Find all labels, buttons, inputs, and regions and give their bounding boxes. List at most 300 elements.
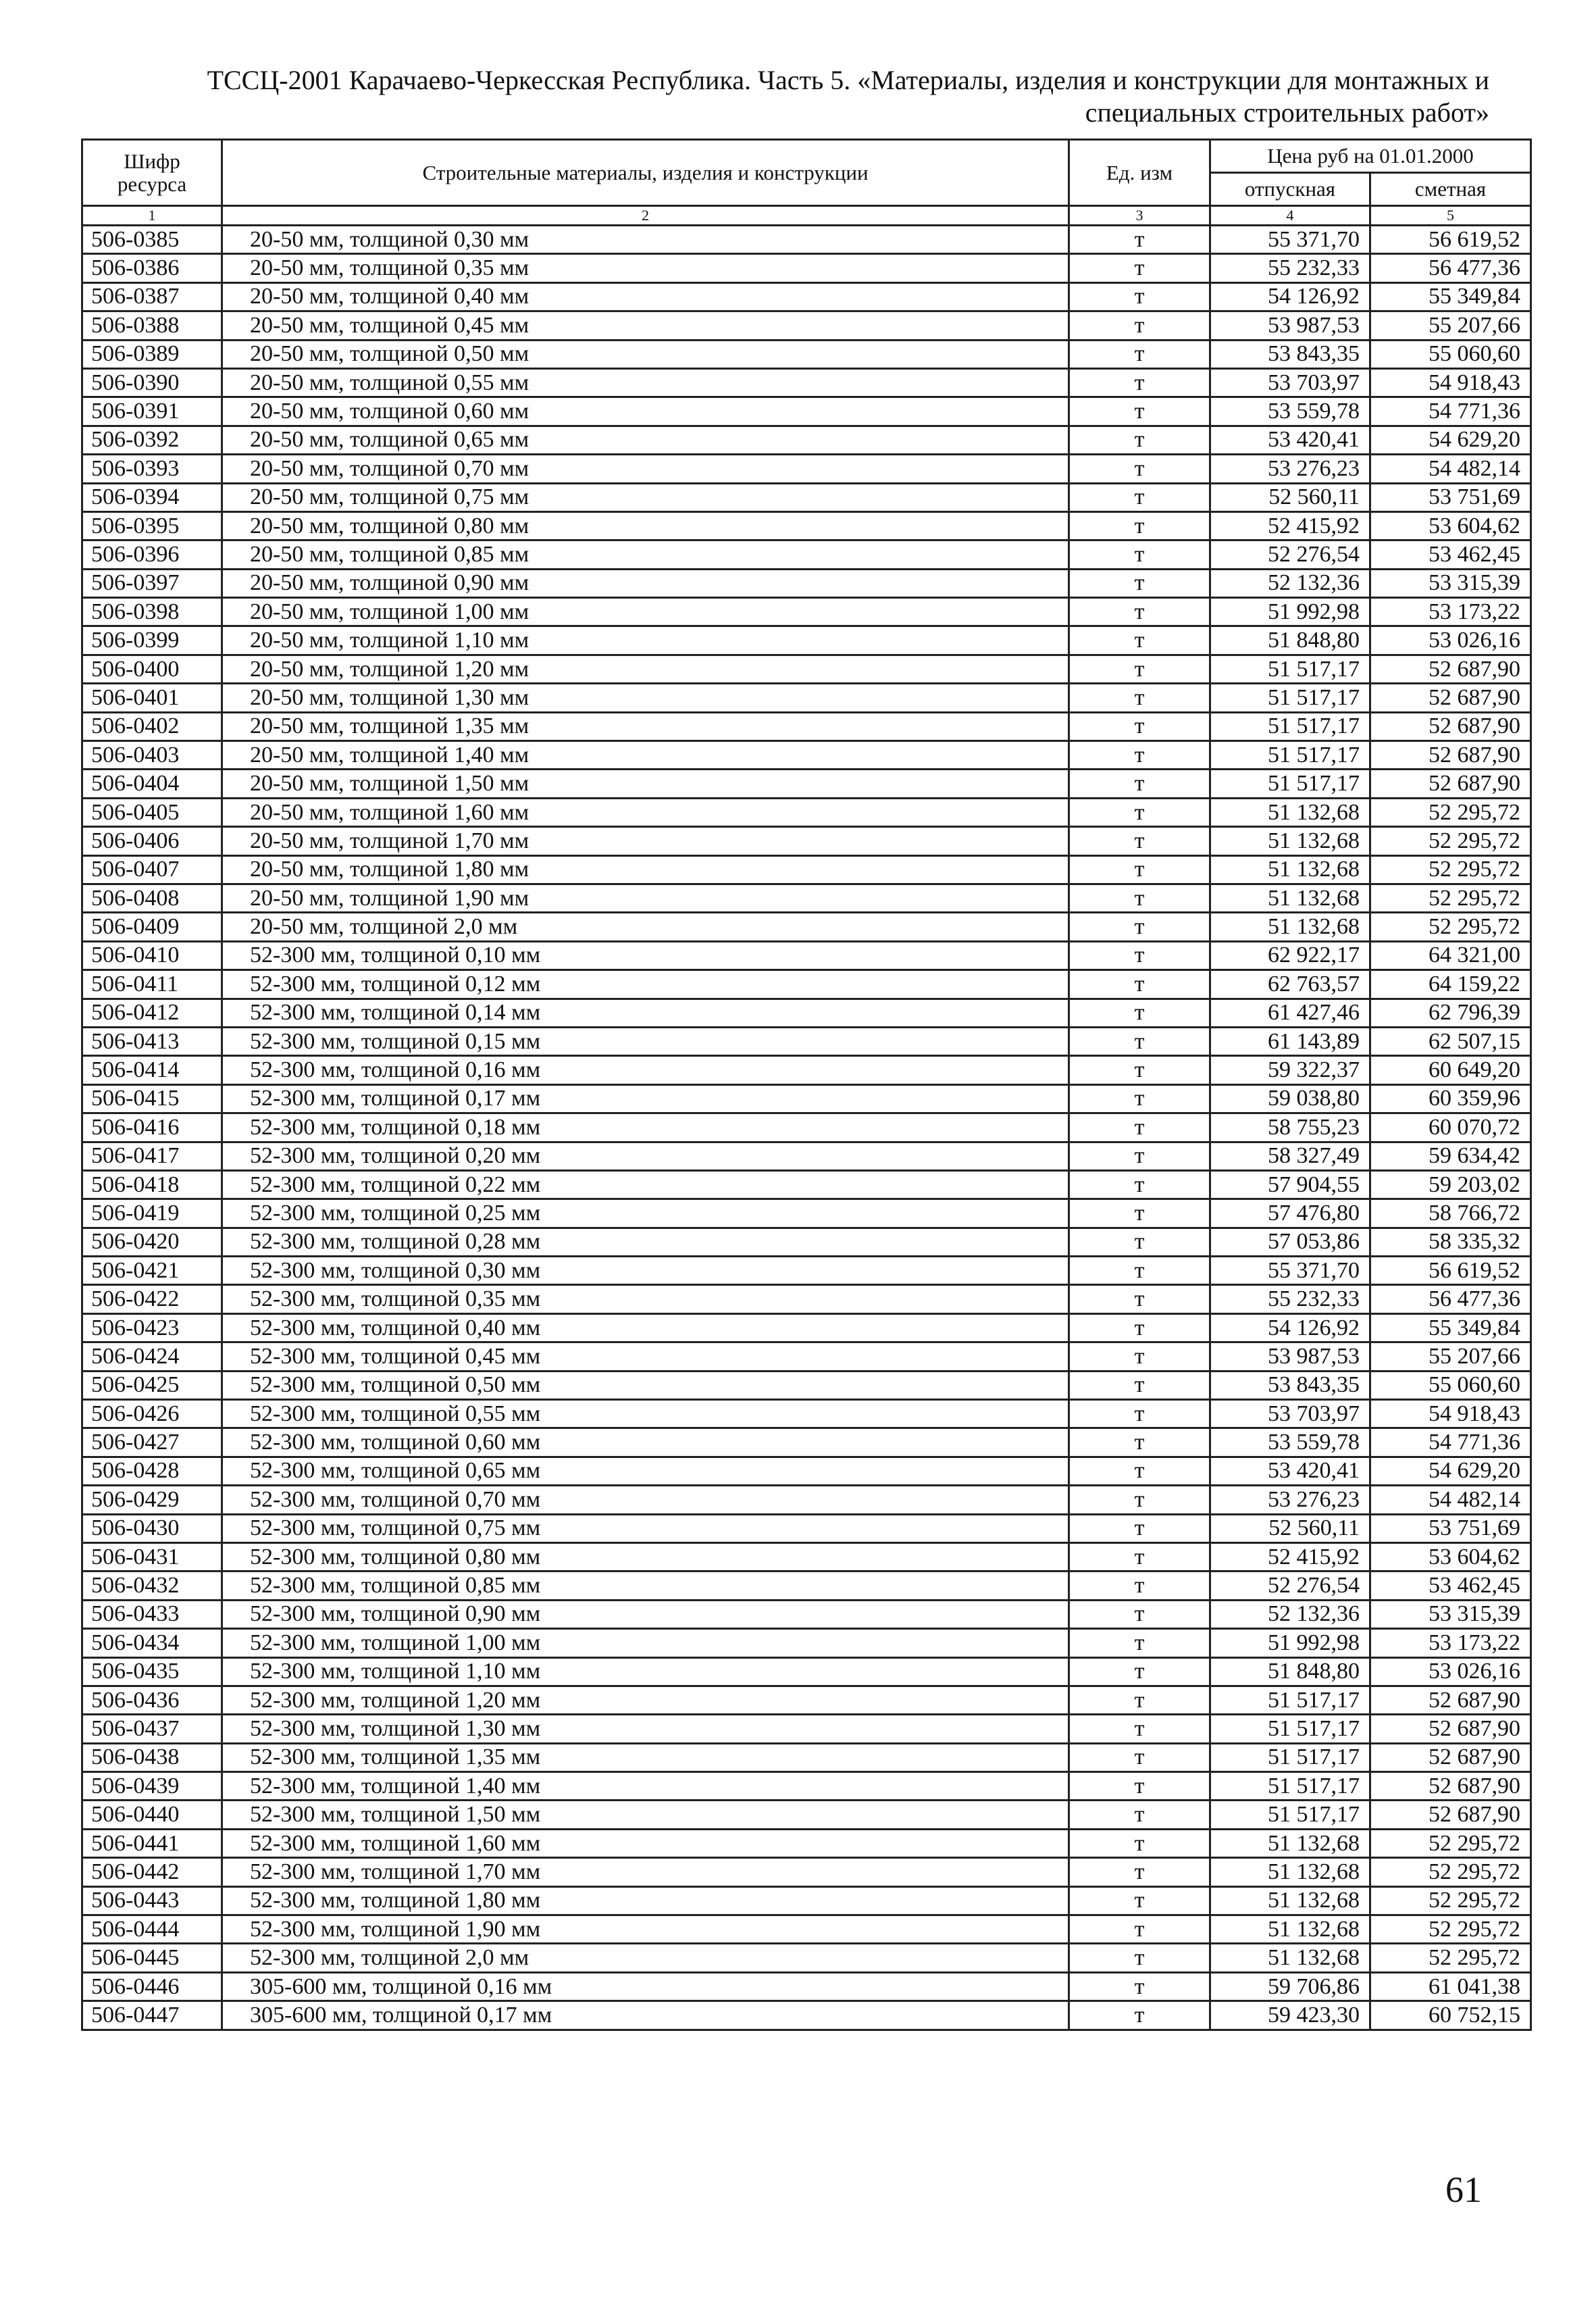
- table-row: [82, 741, 1531, 770]
- cell-code: 506-0425: [82, 1371, 222, 1399]
- cell-name: 52-300 мм, толщиной 0,65 мм: [222, 1457, 1069, 1485]
- cell-code: 506-0422: [82, 1285, 222, 1313]
- table-row: [82, 1313, 1531, 1342]
- table-row: [82, 684, 1531, 712]
- cell-release-price: 51 132,68: [1210, 1915, 1370, 1944]
- table-row: [82, 282, 1531, 311]
- cell-unit: т: [1069, 1829, 1210, 1857]
- cell-code: 506-0407: [82, 855, 222, 884]
- cell-estimate-price: 52 295,72: [1370, 1886, 1531, 1915]
- cell-name: 52-300 мм, толщиной 0,45 мм: [222, 1342, 1069, 1371]
- cell-release-price: 51 132,68: [1210, 913, 1370, 941]
- cell-release-price: 53 276,23: [1210, 455, 1370, 483]
- table-row: [82, 1113, 1531, 1142]
- table-row: [82, 1829, 1531, 1857]
- cell-estimate-price: 58 766,72: [1370, 1199, 1531, 1228]
- cell-name: 20-50 мм, толщиной 1,30 мм: [222, 684, 1069, 712]
- table-row: [82, 598, 1531, 626]
- cell-unit: т: [1069, 598, 1210, 626]
- cell-release-price: 53 559,78: [1210, 1428, 1370, 1457]
- cell-release-price: 52 132,36: [1210, 1600, 1370, 1628]
- col-header-name: Строительные материалы, изделия и конструкции: [222, 140, 1069, 206]
- cell-unit: т: [1069, 1228, 1210, 1256]
- cell-release-price: 61 427,46: [1210, 999, 1370, 1027]
- col-header-price: Цена руб на 01.01.2000: [1210, 140, 1531, 173]
- table-row: [82, 569, 1531, 597]
- cell-code: 506-0400: [82, 655, 222, 683]
- table-row: [82, 1600, 1531, 1628]
- cell-code: 506-0388: [82, 311, 222, 340]
- col-number: 5: [1370, 206, 1531, 226]
- table-row: [82, 1801, 1531, 1829]
- table-row: [82, 2001, 1531, 2030]
- cell-code: 506-0390: [82, 368, 222, 397]
- cell-name: 52-300 мм, толщиной 0,28 мм: [222, 1228, 1069, 1256]
- cell-estimate-price: 64 321,00: [1370, 941, 1531, 970]
- cell-unit: т: [1069, 1199, 1210, 1228]
- cell-estimate-price: 60 359,96: [1370, 1084, 1531, 1113]
- cell-code: 506-0446: [82, 1972, 222, 2001]
- cell-code: 506-0424: [82, 1342, 222, 1371]
- cell-code: 506-0415: [82, 1084, 222, 1113]
- cell-release-price: 51 517,17: [1210, 655, 1370, 683]
- cell-unit: т: [1069, 1915, 1210, 1944]
- cell-name: 52-300 мм, толщиной 0,14 мм: [222, 999, 1069, 1027]
- cell-estimate-price: 64 159,22: [1370, 970, 1531, 999]
- table-row: [82, 368, 1531, 397]
- cell-unit: т: [1069, 1400, 1210, 1428]
- cell-name: 52-300 мм, толщиной 0,35 мм: [222, 1285, 1069, 1313]
- cell-estimate-price: 52 295,72: [1370, 855, 1531, 884]
- cell-unit: т: [1069, 1313, 1210, 1342]
- cell-code: 506-0431: [82, 1542, 222, 1571]
- cell-release-price: 59 038,80: [1210, 1084, 1370, 1113]
- cell-name: 52-300 мм, толщиной 0,80 мм: [222, 1542, 1069, 1571]
- cell-unit: т: [1069, 2001, 1210, 2030]
- cell-unit: т: [1069, 368, 1210, 397]
- cell-unit: т: [1069, 1801, 1210, 1829]
- cell-code: 506-0391: [82, 397, 222, 426]
- cell-estimate-price: 62 507,15: [1370, 1027, 1531, 1055]
- cell-release-price: 51 132,68: [1210, 1944, 1370, 1972]
- cell-code: 506-0443: [82, 1886, 222, 1915]
- table-row: [82, 1514, 1531, 1542]
- col-number: 4: [1210, 206, 1370, 226]
- table-row: [82, 1457, 1531, 1485]
- cell-code: 506-0402: [82, 712, 222, 740]
- cell-unit: т: [1069, 798, 1210, 826]
- cell-estimate-price: 53 751,69: [1370, 1514, 1531, 1542]
- cell-estimate-price: 54 918,43: [1370, 368, 1531, 397]
- cell-code: 506-0421: [82, 1257, 222, 1285]
- cell-release-price: 51 517,17: [1210, 1715, 1370, 1743]
- cell-unit: т: [1069, 1113, 1210, 1142]
- cell-code: 506-0399: [82, 626, 222, 655]
- cell-release-price: 55 232,33: [1210, 254, 1370, 282]
- cell-code: 506-0441: [82, 1829, 222, 1857]
- cell-estimate-price: 53 173,22: [1370, 1629, 1531, 1657]
- cell-unit: т: [1069, 999, 1210, 1027]
- cell-name: 52-300 мм, толщиной 0,25 мм: [222, 1199, 1069, 1228]
- col-header-unit: Ед. изм: [1069, 140, 1210, 206]
- cell-estimate-price: 52 295,72: [1370, 1915, 1531, 1944]
- cell-unit: т: [1069, 970, 1210, 999]
- table-row: [82, 511, 1531, 540]
- cell-estimate-price: 54 771,36: [1370, 397, 1531, 426]
- col-header-estimate: сметная: [1370, 173, 1531, 206]
- cell-code: 506-0395: [82, 511, 222, 540]
- cell-unit: т: [1069, 1285, 1210, 1313]
- cell-name: 20-50 мм, толщиной 2,0 мм: [222, 913, 1069, 941]
- cell-name: 52-300 мм, толщиной 2,0 мм: [222, 1944, 1069, 1972]
- cell-unit: т: [1069, 1514, 1210, 1542]
- cell-unit: т: [1069, 884, 1210, 912]
- table-row: [82, 1056, 1531, 1084]
- cell-name: 52-300 мм, толщиной 1,30 мм: [222, 1715, 1069, 1743]
- table-row: [82, 1715, 1531, 1743]
- cell-code: 506-0411: [82, 970, 222, 999]
- table-row: [82, 1542, 1531, 1571]
- cell-estimate-price: 52 687,90: [1370, 1743, 1531, 1771]
- cell-unit: т: [1069, 941, 1210, 970]
- cell-code: 506-0414: [82, 1056, 222, 1084]
- cell-unit: т: [1069, 1715, 1210, 1743]
- cell-estimate-price: 53 026,16: [1370, 626, 1531, 655]
- cell-estimate-price: 56 619,52: [1370, 226, 1531, 254]
- col-number: 3: [1069, 206, 1210, 226]
- table-row: [82, 1858, 1531, 1886]
- cell-estimate-price: 52 295,72: [1370, 1829, 1531, 1857]
- cell-code: 506-0423: [82, 1313, 222, 1342]
- cell-release-price: 55 371,70: [1210, 1257, 1370, 1285]
- cell-name: 20-50 мм, толщиной 0,35 мм: [222, 254, 1069, 282]
- cell-code: 506-0419: [82, 1199, 222, 1228]
- cell-estimate-price: 54 629,20: [1370, 1457, 1531, 1485]
- cell-code: 506-0437: [82, 1715, 222, 1743]
- cell-unit: т: [1069, 1056, 1210, 1084]
- cell-code: 506-0434: [82, 1629, 222, 1657]
- cell-estimate-price: 59 634,42: [1370, 1142, 1531, 1170]
- table-row: [82, 827, 1531, 855]
- cell-code: 506-0433: [82, 1600, 222, 1628]
- cell-code: 506-0426: [82, 1400, 222, 1428]
- page-number: 61: [1445, 2169, 1482, 2210]
- cell-unit: т: [1069, 511, 1210, 540]
- cell-code: 506-0444: [82, 1915, 222, 1944]
- cell-name: 52-300 мм, толщиной 1,00 мм: [222, 1629, 1069, 1657]
- cell-code: 506-0445: [82, 1944, 222, 1972]
- cell-code: 506-0413: [82, 1027, 222, 1055]
- cell-estimate-price: 53 462,45: [1370, 540, 1531, 569]
- cell-code: 506-0410: [82, 941, 222, 970]
- cell-unit: т: [1069, 340, 1210, 368]
- cell-release-price: 53 420,41: [1210, 1457, 1370, 1485]
- cell-code: 506-0403: [82, 741, 222, 770]
- cell-unit: т: [1069, 569, 1210, 597]
- col-number: 2: [222, 206, 1069, 226]
- cell-name: 20-50 мм, толщиной 0,45 мм: [222, 311, 1069, 340]
- cell-code: 506-0394: [82, 483, 222, 511]
- cell-code: 506-0432: [82, 1571, 222, 1600]
- cell-unit: т: [1069, 1657, 1210, 1686]
- cell-release-price: 52 415,92: [1210, 511, 1370, 540]
- cell-name: 20-50 мм, толщиной 1,40 мм: [222, 741, 1069, 770]
- cell-estimate-price: 54 482,14: [1370, 1486, 1531, 1514]
- cell-estimate-price: 55 060,60: [1370, 340, 1531, 368]
- cell-release-price: 52 560,11: [1210, 1514, 1370, 1542]
- cell-unit: т: [1069, 1084, 1210, 1113]
- cell-name: 20-50 мм, толщиной 1,70 мм: [222, 827, 1069, 855]
- table-row: [82, 1657, 1531, 1686]
- cell-code: 506-0405: [82, 798, 222, 826]
- cell-release-price: 53 559,78: [1210, 397, 1370, 426]
- cell-unit: т: [1069, 1629, 1210, 1657]
- cell-code: 506-0409: [82, 913, 222, 941]
- table-row: [82, 1743, 1531, 1771]
- cell-release-price: 51 992,98: [1210, 1629, 1370, 1657]
- cell-name: 52-300 мм, толщиной 1,80 мм: [222, 1886, 1069, 1915]
- cell-unit: т: [1069, 1571, 1210, 1600]
- cell-code: 506-0385: [82, 226, 222, 254]
- cell-release-price: 51 517,17: [1210, 1686, 1370, 1714]
- cell-estimate-price: 52 295,72: [1370, 827, 1531, 855]
- cell-name: 52-300 мм, толщиной 0,85 мм: [222, 1571, 1069, 1600]
- cell-release-price: 53 843,35: [1210, 340, 1370, 368]
- cell-code: 506-0429: [82, 1486, 222, 1514]
- cell-name: 20-50 мм, толщиной 0,90 мм: [222, 569, 1069, 597]
- table-row: [82, 483, 1531, 511]
- cell-release-price: 51 992,98: [1210, 598, 1370, 626]
- table-row: [82, 455, 1531, 483]
- cell-unit: т: [1069, 1772, 1210, 1801]
- table-row: [82, 1199, 1531, 1228]
- cell-code: 506-0398: [82, 598, 222, 626]
- cell-code: 506-0427: [82, 1428, 222, 1457]
- cell-name: 20-50 мм, толщиной 0,55 мм: [222, 368, 1069, 397]
- cell-release-price: 51 848,80: [1210, 1657, 1370, 1686]
- cell-unit: т: [1069, 282, 1210, 311]
- cell-release-price: 57 904,55: [1210, 1170, 1370, 1199]
- cell-unit: т: [1069, 655, 1210, 683]
- table-row: [82, 626, 1531, 655]
- cell-name: 52-300 мм, толщиной 0,15 мм: [222, 1027, 1069, 1055]
- cell-name: 52-300 мм, толщиной 0,50 мм: [222, 1371, 1069, 1399]
- cell-name: 20-50 мм, толщиной 0,80 мм: [222, 511, 1069, 540]
- cell-estimate-price: 62 796,39: [1370, 999, 1531, 1027]
- table-row: [82, 226, 1531, 254]
- table-row: [82, 1686, 1531, 1714]
- cell-unit: т: [1069, 1858, 1210, 1886]
- cell-release-price: 52 132,36: [1210, 569, 1370, 597]
- cell-release-price: 53 843,35: [1210, 1371, 1370, 1399]
- table-row: [82, 970, 1531, 999]
- cell-name: 305-600 мм, толщиной 0,16 мм: [222, 1972, 1069, 2001]
- cell-release-price: 51 132,68: [1210, 1829, 1370, 1857]
- cell-unit: т: [1069, 1600, 1210, 1628]
- cell-estimate-price: 54 771,36: [1370, 1428, 1531, 1457]
- cell-release-price: 51 132,68: [1210, 798, 1370, 826]
- table-row: [82, 311, 1531, 340]
- cell-estimate-price: 53 315,39: [1370, 569, 1531, 597]
- cell-unit: т: [1069, 311, 1210, 340]
- cell-unit: т: [1069, 254, 1210, 282]
- cell-unit: т: [1069, 827, 1210, 855]
- cell-release-price: 57 476,80: [1210, 1199, 1370, 1228]
- cell-code: 506-0430: [82, 1514, 222, 1542]
- cell-name: 52-300 мм, толщиной 0,90 мм: [222, 1600, 1069, 1628]
- cell-code: 506-0392: [82, 426, 222, 454]
- cell-estimate-price: 52 687,90: [1370, 770, 1531, 798]
- cell-name: 52-300 мм, толщиной 0,40 мм: [222, 1313, 1069, 1342]
- cell-release-price: 55 371,70: [1210, 226, 1370, 254]
- cell-code: 506-0420: [82, 1228, 222, 1256]
- cell-release-price: 51 517,17: [1210, 1801, 1370, 1829]
- cell-code: 506-0428: [82, 1457, 222, 1485]
- cell-name: 52-300 мм, толщиной 1,90 мм: [222, 1915, 1069, 1944]
- cell-name: 20-50 мм, толщиной 0,70 мм: [222, 455, 1069, 483]
- cell-release-price: 51 848,80: [1210, 626, 1370, 655]
- col-header-code: Шифр ресурса: [82, 140, 222, 206]
- cell-name: 20-50 мм, толщиной 0,40 мм: [222, 282, 1069, 311]
- cell-estimate-price: 60 070,72: [1370, 1113, 1531, 1142]
- cell-estimate-price: 61 041,38: [1370, 1972, 1531, 2001]
- cell-estimate-price: 54 629,20: [1370, 426, 1531, 454]
- cell-estimate-price: 53 315,39: [1370, 1600, 1531, 1628]
- cell-code: 506-0436: [82, 1686, 222, 1714]
- cell-estimate-price: 60 752,15: [1370, 2001, 1531, 2030]
- cell-name: 20-50 мм, толщиной 0,65 мм: [222, 426, 1069, 454]
- cell-release-price: 58 755,23: [1210, 1113, 1370, 1142]
- table-row: [82, 1170, 1531, 1199]
- cell-release-price: 51 517,17: [1210, 741, 1370, 770]
- cell-unit: т: [1069, 1542, 1210, 1571]
- cell-name: 52-300 мм, толщиной 1,20 мм: [222, 1686, 1069, 1714]
- cell-unit: т: [1069, 741, 1210, 770]
- cell-name: 52-300 мм, толщиной 1,10 мм: [222, 1657, 1069, 1686]
- cell-estimate-price: 52 295,72: [1370, 913, 1531, 941]
- cell-estimate-price: 52 687,90: [1370, 712, 1531, 740]
- cell-code: 506-0396: [82, 540, 222, 569]
- cell-name: 20-50 мм, толщиной 0,50 мм: [222, 340, 1069, 368]
- cell-unit: т: [1069, 426, 1210, 454]
- cell-estimate-price: 58 335,32: [1370, 1228, 1531, 1256]
- cell-estimate-price: 55 349,84: [1370, 282, 1531, 311]
- cell-estimate-price: 53 026,16: [1370, 1657, 1531, 1686]
- cell-estimate-price: 52 295,72: [1370, 884, 1531, 912]
- cell-name: 52-300 мм, толщиной 0,12 мм: [222, 970, 1069, 999]
- cell-name: 20-50 мм, толщиной 1,35 мм: [222, 712, 1069, 740]
- cell-estimate-price: 53 462,45: [1370, 1571, 1531, 1600]
- cell-release-price: 53 703,97: [1210, 368, 1370, 397]
- cell-unit: т: [1069, 1142, 1210, 1170]
- cell-code: 506-0408: [82, 884, 222, 912]
- table-row: [82, 1571, 1531, 1600]
- cell-name: 52-300 мм, толщиной 0,75 мм: [222, 1514, 1069, 1542]
- table-row: [82, 426, 1531, 454]
- cell-code: 506-0439: [82, 1772, 222, 1801]
- cell-unit: т: [1069, 1428, 1210, 1457]
- cell-estimate-price: 52 687,90: [1370, 741, 1531, 770]
- cell-unit: т: [1069, 855, 1210, 884]
- table-row: [82, 655, 1531, 683]
- cell-code: 506-0386: [82, 254, 222, 282]
- cell-name: 52-300 мм, толщиной 0,30 мм: [222, 1257, 1069, 1285]
- header-line-1: ТССЦ-2001 Карачаево-Черкесская Республика. Часть 5. «Материалы, изделия и конструкции для монтажных и: [207, 65, 1489, 95]
- table-row: [82, 1257, 1531, 1285]
- table-row: [82, 1342, 1531, 1371]
- table-row: [82, 1285, 1531, 1313]
- cell-name: 20-50 мм, толщиной 1,90 мм: [222, 884, 1069, 912]
- cell-estimate-price: 52 295,72: [1370, 1944, 1531, 1972]
- cell-name: 20-50 мм, толщиной 0,75 мм: [222, 483, 1069, 511]
- cell-estimate-price: 55 207,66: [1370, 1342, 1531, 1371]
- cell-estimate-price: 55 207,66: [1370, 311, 1531, 340]
- cell-code: 506-0416: [82, 1113, 222, 1142]
- table-row: [82, 1886, 1531, 1915]
- cell-estimate-price: 55 060,60: [1370, 1371, 1531, 1399]
- table-row: [82, 1972, 1531, 2001]
- cell-release-price: 51 517,17: [1210, 770, 1370, 798]
- cell-code: 506-0393: [82, 455, 222, 483]
- cell-unit: т: [1069, 226, 1210, 254]
- cell-code: 506-0397: [82, 569, 222, 597]
- cell-name: 52-300 мм, толщиной 0,70 мм: [222, 1486, 1069, 1514]
- table-row: [82, 855, 1531, 884]
- cell-estimate-price: 60 649,20: [1370, 1056, 1531, 1084]
- table-row: [82, 712, 1531, 740]
- cell-code: 506-0404: [82, 770, 222, 798]
- col-number: 1: [82, 206, 222, 226]
- cell-unit: т: [1069, 397, 1210, 426]
- price-table: [81, 139, 1532, 2031]
- cell-unit: т: [1069, 684, 1210, 712]
- cell-estimate-price: 55 349,84: [1370, 1313, 1531, 1342]
- table-row: [82, 1772, 1531, 1801]
- cell-code: 506-0389: [82, 340, 222, 368]
- cell-unit: т: [1069, 1170, 1210, 1199]
- table-row: [82, 1915, 1531, 1944]
- cell-name: 20-50 мм, толщиной 1,20 мм: [222, 655, 1069, 683]
- cell-unit: т: [1069, 483, 1210, 511]
- col-header-release: отпускная: [1210, 173, 1370, 206]
- cell-release-price: 51 132,68: [1210, 884, 1370, 912]
- cell-name: 52-300 мм, толщиной 0,55 мм: [222, 1400, 1069, 1428]
- cell-estimate-price: 53 604,62: [1370, 511, 1531, 540]
- table-row: [82, 340, 1531, 368]
- cell-release-price: 52 276,54: [1210, 540, 1370, 569]
- cell-unit: т: [1069, 1972, 1210, 2001]
- cell-name: 52-300 мм, толщиной 0,17 мм: [222, 1084, 1069, 1113]
- cell-estimate-price: 53 173,22: [1370, 598, 1531, 626]
- cell-estimate-price: 52 687,90: [1370, 1772, 1531, 1801]
- table-row: [82, 1629, 1531, 1657]
- table-row: [82, 1027, 1531, 1055]
- cell-name: 52-300 мм, толщиной 0,18 мм: [222, 1113, 1069, 1142]
- table-row: [82, 913, 1531, 941]
- cell-release-price: 51 517,17: [1210, 1743, 1370, 1771]
- cell-release-price: 54 126,92: [1210, 1313, 1370, 1342]
- table-row: [82, 1428, 1531, 1457]
- cell-release-price: 53 420,41: [1210, 426, 1370, 454]
- cell-name: 52-300 мм, толщиной 0,60 мм: [222, 1428, 1069, 1457]
- cell-unit: т: [1069, 1944, 1210, 1972]
- cell-unit: т: [1069, 1342, 1210, 1371]
- cell-release-price: 53 276,23: [1210, 1486, 1370, 1514]
- cell-release-price: 59 706,86: [1210, 1972, 1370, 2001]
- cell-estimate-price: 52 295,72: [1370, 1858, 1531, 1886]
- cell-name: 20-50 мм, толщиной 0,85 мм: [222, 540, 1069, 569]
- cell-release-price: 52 415,92: [1210, 1542, 1370, 1571]
